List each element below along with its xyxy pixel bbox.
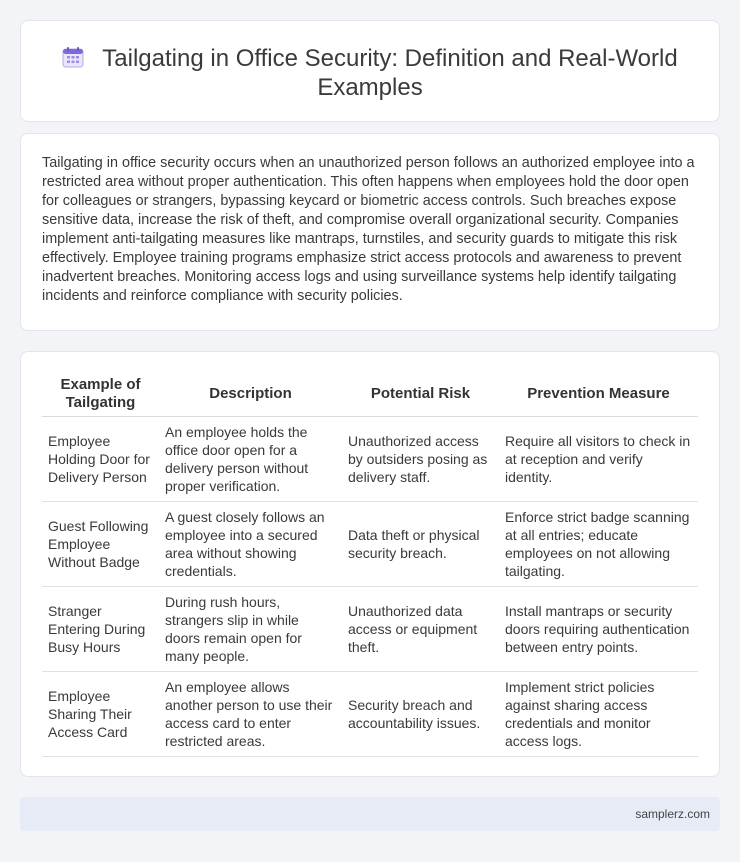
cell-risk: Data theft or physical security breach. [342,502,499,587]
cell-example: Employee Holding Door for Delivery Person [42,417,159,502]
table-row [42,417,698,502]
title-card [20,20,720,122]
column-header-risk: Potential Risk [342,372,499,417]
intro-paragraph: Tailgating in office security occurs when an unauthorized person follows an authorized employee into a restricted area without proper authentication. This often happens when employees hold the door open for colleagues or strangers, bypassing keycard or biometric access controls. Such breaches expose sensitive data, increase the risk of theft, and compromise overall organizational security. Companies implement anti-tailgating measures like mantraps, turnstiles, and security guards to mitigate this risk effectively. Employee training programs emphasize strict access protocols and awareness to prevent inadvertent breaches. Monitoring access logs and using surveillance systems help identify tailgating incidents and reinforce compliance with security policies. [42,155,695,304]
footer-site-link[interactable]: samplerz.com [635,807,710,821]
cell-example: Employee Sharing Their Access Card [42,672,159,757]
footer-bar [20,797,720,831]
cell-prevention: Enforce strict badge scanning at all entries; educate employees on not allowing tailgating. [499,502,698,587]
cell-prevention: Require all visitors to check in at reception and verify identity. [499,417,698,502]
cell-risk: Unauthorized access by outsiders posing as delivery staff. [342,417,499,502]
intro-card [20,133,720,331]
cell-prevention: Install mantraps or security doors requiring authentication between entry points. [499,587,698,672]
examples-table [42,372,698,757]
cell-prevention: Implement strict policies against sharing access credentials and monitor access logs. [499,672,698,757]
page-title-wrap [21,44,719,102]
cell-example: Stranger Entering During Busy Hours [42,587,159,672]
table-header-row [42,372,698,417]
table-row [42,672,698,757]
table-row [42,587,698,672]
column-header-example: Example of Tailgating [42,372,159,417]
table-card [20,351,720,777]
cell-description: A guest closely follows an employee into a secured area without showing credentials. [159,502,342,587]
calendar-icon [62,46,84,68]
cell-example: Guest Following Employee Without Badge [42,502,159,587]
cell-risk: Unauthorized data access or equipment theft. [342,587,499,672]
cell-risk: Security breach and accountability issues. [342,672,499,757]
table-row [42,502,698,587]
column-header-prevention: Prevention Measure [499,372,698,417]
page-title: Tailgating in Office Security: Definition and Real-World Examples [102,45,678,101]
cell-description: An employee holds the office door open for a delivery person without proper verification. [159,417,342,502]
cell-description: An employee allows another person to use their access card to enter restricted areas. [159,672,342,757]
cell-description: During rush hours, strangers slip in while doors remain open for many people. [159,587,342,672]
column-header-description: Description [159,372,342,417]
